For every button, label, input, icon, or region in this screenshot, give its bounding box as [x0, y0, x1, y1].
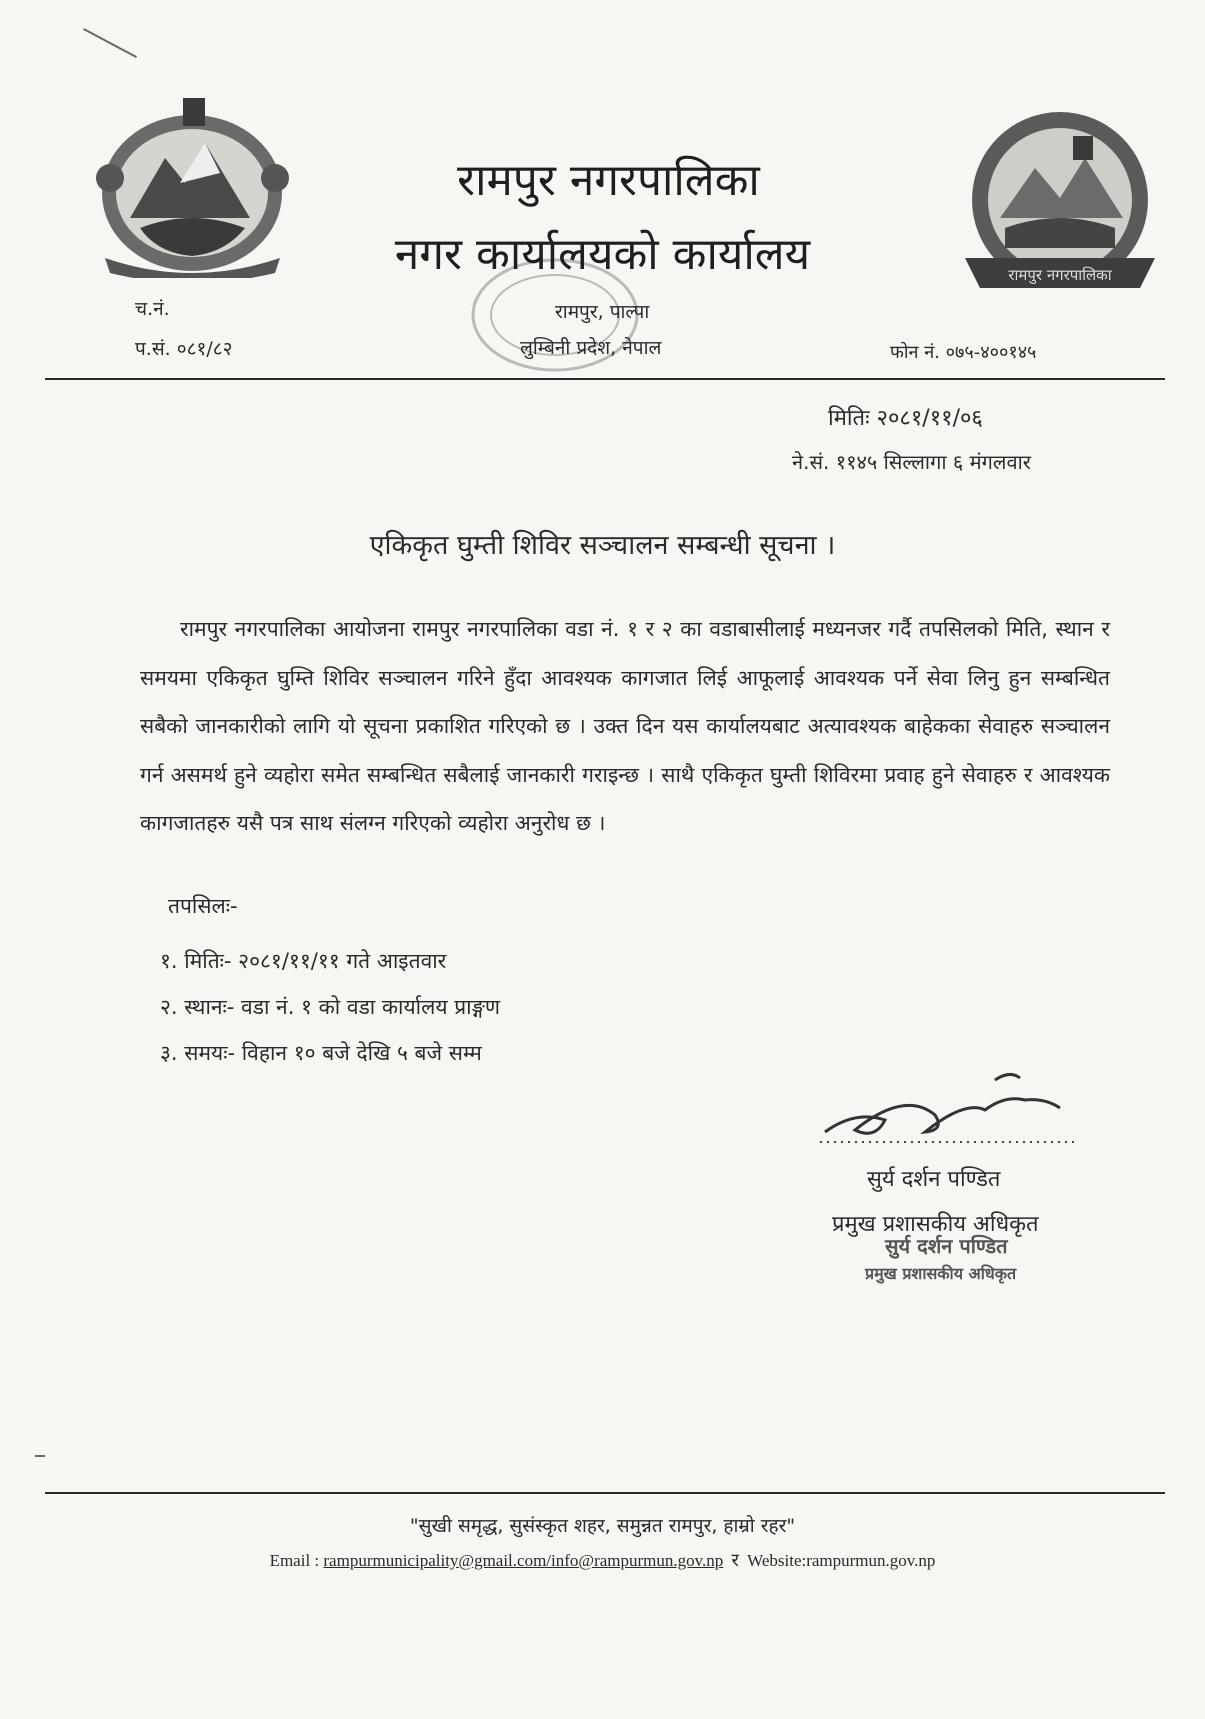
phone-number: फोन नं. ०७५-४००१४५ [890, 342, 1037, 363]
footer-motto: "सुखी समृद्ध, सुसंस्कृत शहर, समुन्नत रामपुर, हाम्रो रहर" [409, 1515, 796, 1537]
address-line-2: लुम्बिनी प्रदेश, नेपाल [520, 337, 662, 359]
footer-divider [45, 1492, 1165, 1494]
svg-text:रामपुर नगरपालिका: रामपुर नगरपालिका [1008, 266, 1112, 284]
email-label: Email : [269, 1551, 320, 1570]
office-title: नगर कार्यालयको कार्यालय [394, 229, 811, 280]
details-item-place: २. स्थानः- वडा नं. १ को वडा कार्यालय प्राङ्गण [160, 995, 501, 1019]
date-bs: मितिः २०८१/११/०६ [828, 406, 983, 431]
dispatch-number: च.नं. [135, 298, 170, 320]
letter-number: प.सं. ०८१/८२ [135, 338, 233, 360]
notice-subject: एकिकृत घुम्ती शिविर सञ्चालन सम्बन्धी सूचना । [369, 530, 836, 561]
email-link[interactable]: rampurmunicipality@gmail.com/info@rampurmun.gov.np [323, 1551, 724, 1570]
address-line-1: रामपुर, पाल्पा [555, 301, 650, 323]
notice-body-text: रामपुर नगरपालिका आयोजना रामपुर नगरपालिका वडा नं. १ र २ का वडाबासीलाई मध्यनजर गर्दै तपसिलको मिति, स्थान र समयमा एकिकृत घुम्ति शिविर सञ्चालन गरिने हुँदा आवश्यक कागजात लिई आफूलाई आवश्यक पर्ने सेवा लिनु हुन सम्बन्धित सबैको जानकारीको लागि यो सूचना प्रकाशित गरिएको छ । उक्त दिन यस कार्यालयबाट अत्यावश्यक बाहेकका सेवाहरु सञ्चालन गर्न असमर्थ हुने व्यहोरा समेत सम्बन्धित सबैलाई जानकारी गराइन्छ । साथै एकिकृत घुम्ती शिविरमा प्रवाह हुने सेवाहरु र आवश्यक कागजातहरु यसै पत्र साथ संलग्न गरिएको व्यहोरा अनुरोध छ । [140, 617, 1110, 835]
details-label: तपसिलः- [168, 894, 238, 918]
scan-mark [35, 1455, 45, 1457]
notice-body [140, 605, 1110, 848]
date-ns: ने.सं. ११४५ सिल्लागा ६ मंगलवार [792, 450, 1031, 474]
header-divider [45, 378, 1165, 380]
details-list [160, 938, 500, 1076]
footer-contact [0, 1548, 1205, 1572]
signatory-stamp-name: सुर्य दर्शन पण्डित [885, 1234, 1008, 1258]
signatory-stamp-title: प्रमुख प्रशासकीय अधिकृत [865, 1264, 1017, 1283]
signatory-title: प्रमुख प्रशासकीय अधिकृत [832, 1212, 1039, 1237]
signature-icon [815, 1070, 1080, 1150]
signatory-name: सुर्य दर्शन पण्डित [867, 1167, 1001, 1192]
office-name: रामपुर नगरपालिका [457, 155, 760, 206]
website-link[interactable]: Website:rampurmun.gov.np [747, 1551, 936, 1570]
scan-mark [83, 28, 137, 58]
contact-separator: र [731, 1550, 739, 1571]
details-item-date: १. मितिः- २०८१/११/११ गते आइतवार [160, 949, 447, 973]
details-item-time: ३. समयः- विहान १० बजे देखि ५ बजे सम्म [160, 1041, 482, 1065]
